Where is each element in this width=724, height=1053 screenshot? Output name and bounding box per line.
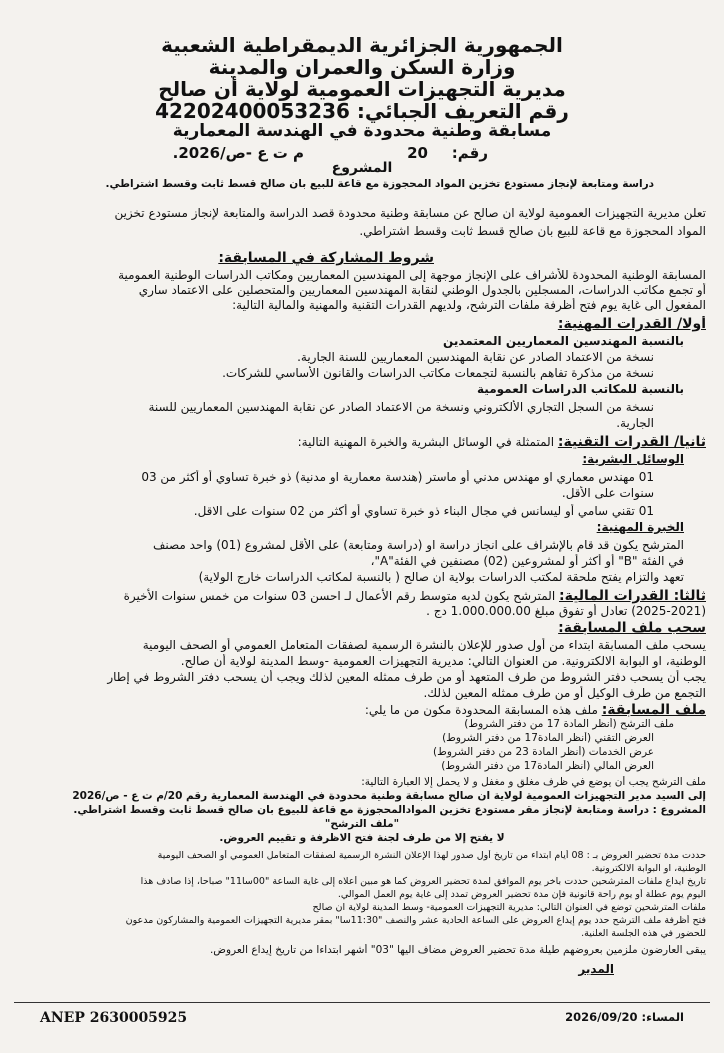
ref-label: رقم: bbox=[451, 144, 488, 162]
footer-date-group bbox=[565, 1010, 684, 1024]
experience-line-3: تعهد والتزام يفتح ملحقة لمكتب الدراسات بولاية ان صالح ( بالنسبة لمكاتب الدراسات خارج الولاية) bbox=[198, 570, 684, 584]
file-item-1: ملف الترشح (أنظر المادة 17 من دفتر الشروط) bbox=[464, 718, 674, 730]
file-title: ملف المسابقة: bbox=[601, 702, 706, 718]
header-tax-id: رقم التعريف الجبائي: 42202400053236 bbox=[155, 99, 569, 123]
technical-title: ثانيا/ القدرات التقنية: bbox=[557, 434, 706, 450]
bureaus-item-1: نسخة من السجل التجاري الألكتروني ونسخة من الاعتماد الصادر عن نقابة المهندسين المعماريين للسنة bbox=[148, 400, 654, 414]
conditions-line-1: المسابقة الوطنية المحدودة للأشراف على الإنجاز موجهة إلى المهندسين المعماريين ومكاتب الدراسات الوطنية العمومية bbox=[118, 268, 706, 282]
file-item-4: العرض المالي (أنظر المادة17 من دفتر الشروط) bbox=[441, 760, 654, 772]
technical-heading bbox=[18, 434, 706, 450]
bureaus-item-2: الجارية. bbox=[616, 416, 654, 430]
technical-title-rest: المتمثلة في الوسائل البشرية والخبرة المهنية التالية: bbox=[297, 435, 555, 449]
architects-title: بالنسبة المهندسين المعماريين المعتمدين bbox=[443, 334, 684, 348]
experience-line-1: المترشح يكون قد قام بالإشراف على انجاز دراسة او (دراسة ومتابعة) على الأقل لمشروع (01) واحد مصنف bbox=[152, 538, 684, 552]
file-item-3: عرض الخدمات (أنظر المادة 23 من دفتر الشروط) bbox=[433, 746, 654, 758]
ref-code: م ت ع -ص/2026. bbox=[172, 144, 304, 162]
experience-line-2: في الفئة "B" أو أكثر أو لمشروعين (02) مصنفين في الفئة"A"، bbox=[370, 554, 684, 568]
withdrawal-title: سحب ملف المسابقة: bbox=[558, 620, 706, 636]
header-ministry: وزارة السكن والعمران والمدينة bbox=[208, 55, 516, 79]
human-item-1: 01 مهندس معماري او مهندس مدني أو ماستر (هندسة معمارية او مدنية) ذو خبرة تساوي أو أكثر من 03 bbox=[141, 470, 654, 484]
withdrawal-line-4: التجمع من طرف الوكيل أو من طرف ممثله المعين لذلك. bbox=[423, 686, 706, 700]
financial-text-2: (2025-2021) تعادل أو تفوق مبلغ 1.000.000.00 دج . bbox=[426, 604, 706, 618]
timing-line-8: يبقى العارضون ملزمين بعروضهم طيلة مدة تحضير العروض مضاف اليها "03" أشهر ابتداءا من تاريخ إيداع العروض. bbox=[209, 944, 706, 956]
timing-line-6: فتح أظرفة ملف الترشح حدد يوم إيداع العروض على الساعة الحادية عشر والنصف "11:30سا" بمقر مديرية التجهيزات العمومية والمشاركون مدعون bbox=[125, 915, 706, 926]
withdrawal-line-3: يجب أن يسحب دفتر الشروط من طرف المتعهد أو من طرف ممثله المعين لذلك ويجب أن يسحب دفتر الشروط في إطار bbox=[107, 670, 706, 684]
footer bbox=[0, 1006, 724, 1032]
header-republic: الجمهورية الجزائرية الديمقراطية الشعبية bbox=[161, 33, 563, 57]
file-envelope: ملف الترشح يجب أن يوضع في ظرف مغلق و مغفل و لا يحمل إلا العبارة التالية: bbox=[361, 776, 706, 788]
conditions-title: شروط المشاركة في المسابقة: bbox=[218, 250, 434, 266]
financial-row bbox=[18, 588, 706, 604]
timing-line-1: حددت مدة تحضير العروض بـ : 08 أيام ابتداء من تاريخ أول صدور لهذا الإعلان النشرة الرسمية لصفقات المتعامل العمومي أو الصحف اليومية bbox=[157, 850, 706, 861]
withdrawal-line-2: الوطنية، او البوابة الالكترونية. من العنوان التالي: مديرية التجهيزات العمومية -وسط المدينة لولاية أن صالح. bbox=[180, 654, 706, 668]
project-title: المشروع bbox=[331, 160, 393, 176]
human-item-1-cont: سنوات على الأقل. bbox=[561, 486, 654, 500]
timing-line-4: اليوم يوم عطلة أو يوم راحة قانونية فإن مدة تحضير العروض تمدد إلى غاية يوم العمل الموالي. bbox=[337, 889, 706, 900]
timing-line-3: تاريخ ايداع ملفات المترشحين حددت بآخر يوم الموافق لمدة تحضير العروض كما هو مبين أعلاه إلى غاية الساعة "00سا11" صباحا، إذا صادف هذا bbox=[140, 876, 706, 887]
withdrawal-line-1: يسحب ملف المسابقة ابتداء من أول صدور للإعلان بالنشرة الرسمية لصفقات المتعامل العمومي أو الصحف اليومية bbox=[142, 638, 706, 652]
financial-title: ثالثا: القدرات المالية: bbox=[559, 588, 706, 604]
header-competition-title: مسابقة وطنية محدودة في الهندسة المعمارية bbox=[172, 121, 552, 141]
file-address-1: إلى السيد مدير التجهيزات العمومية لولاية ان صالح مسابقة وطنية محدودة في الهندسة المعمارية رقم 20/م ت ع - ص/2026 bbox=[72, 790, 706, 802]
financial-text-1: المترشح يكون لديه متوسط رقم الأعمال لـ احسن 03 سنوات من خمس سنوات الأخيرة bbox=[123, 589, 556, 603]
footer-divider bbox=[14, 1002, 710, 1003]
file-address-3: "ملف الترشح" bbox=[324, 818, 400, 830]
bureaus-title: بالنسبة للمكاتب الدراسات العمومية bbox=[477, 382, 684, 396]
architects-item-2: نسخة من مذكرة تفاهم بالنسبة لتجمعات مكاتب الدراسات والقانون الأساسي للشركات. bbox=[222, 366, 654, 380]
file-address-2: المشروع : دراسة ومتابعة لإنجاز مقر مستودع تخزين الموادالمحجوزة مع قاعة للبيوع بان صالح قسط ثابت وقسط اشتراطي. bbox=[73, 804, 706, 816]
conditions-line-3: المفعول الى غاية يوم فتح أظرفة ملفات الترشح، ولديهم القدرات التقنية والمهنية والمالية التالية: bbox=[232, 298, 706, 312]
timing-line-7: للحضور في هذه الجلسة العلنية. bbox=[581, 928, 706, 939]
file-item-2: العرض التقني (أنظر المادة17 من دفتر الشروط) bbox=[442, 732, 654, 744]
file-title-rest: ملف هذه المسابقة المحدودة مكون من ما يلي: bbox=[364, 703, 598, 717]
file-heading bbox=[18, 702, 706, 718]
professional-title: أولا/ القدرات المهنية: bbox=[557, 316, 706, 332]
conditions-line-2: أو تجمع مكاتب الدراسات، المسجلين بالجدول الوطني لنقابة المهندسين المعماريين والمتحصلين على الاعتماد ساري bbox=[138, 283, 706, 297]
footer-date-label: المساء: bbox=[641, 1010, 684, 1024]
timing-line-2: الوطنية، او البوابة الالكترونية. bbox=[591, 863, 706, 874]
ref-number: 20 bbox=[407, 144, 428, 162]
experience-title: الخبرة المهنية: bbox=[596, 520, 684, 534]
file-address-4: لا يفتح إلا من طرف لجنة فتح الاظرفة و تقييم العروض. bbox=[219, 832, 505, 844]
header-directorate: مديرية التجهيزات العمومية لولاية أن صالح bbox=[158, 77, 566, 101]
signature: المدير bbox=[578, 962, 614, 976]
intro-line-2: المواد المحجوزة مع قاعة للبيع بان صالح قسط ثابت وقسط اشتراطي. bbox=[359, 224, 706, 238]
intro-line-1: تعلن مديرية التجهيزات العمومية لولاية ان صالح عن مسابقة وطنية محدودة قصد الدراسة والمتابعة لإنجاز مستودع تخزين bbox=[114, 206, 706, 220]
architects-item-1: نسخة من الاعتماد الصادر عن نقابة المهندسين المعماريين للسنة الجارية. bbox=[297, 350, 654, 364]
project-description: دراسة ومتابعة لإنجاز مستودع تخزين المواد المحجوزة مع قاعة للبيع بان صالح قسط ثابت وقسط اشتراطي. bbox=[105, 178, 654, 190]
timing-line-5: ملفات المترشحين توضع في العنوان التالي: مديرية التجهيزات العمومية- وسط المدينة لولاية ان صالح bbox=[312, 902, 706, 913]
anep-code: ANEP 2630005925 bbox=[40, 1010, 188, 1026]
human-title: الوسائل البشرية: bbox=[582, 452, 684, 466]
human-item-2: 01 تقني سامي أو ليسانس في مجال البناء ذو خبرة تساوي أو أكثر من 02 سنوات على الاقل. bbox=[193, 504, 654, 518]
footer-date: 2026/09/20 bbox=[565, 1010, 638, 1024]
